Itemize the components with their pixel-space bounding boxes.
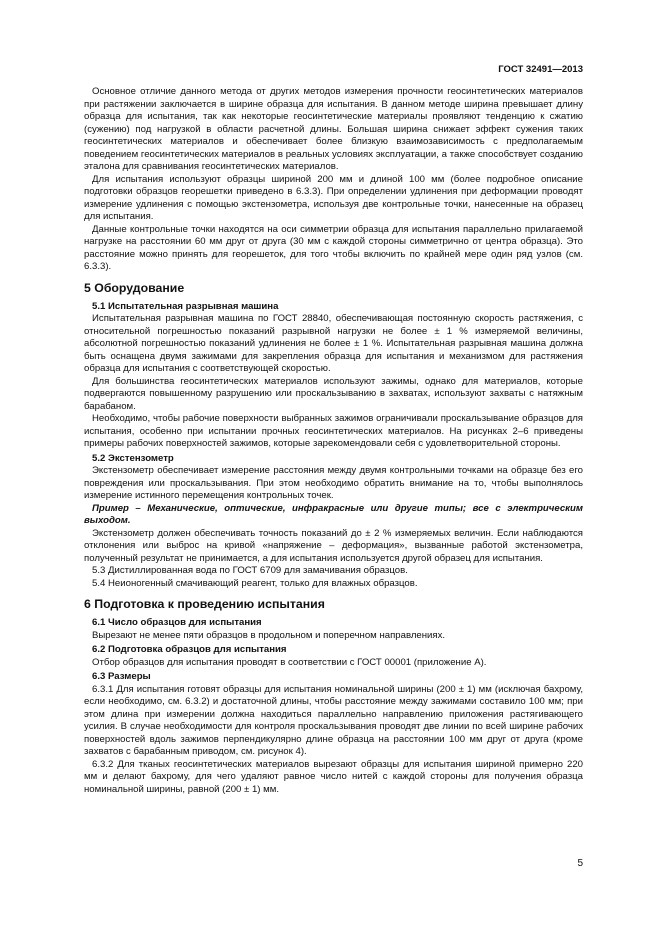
page-number: 5: [577, 858, 583, 869]
section-6-1-paragraph: Вырезают не менее пяти образцов в продольном и поперечном направлениях.: [92, 629, 446, 641]
intro-paragraph-1: Основное отличие данного метода от других методов измерения прочности геосинтетических материалов при растяжении заключается в ширине образца для испытания. В данном методе ширина превышает длину образца для испытания, так как некоторые геосинтетические материалы проявляют тенденцию к сжатию (сужению) под нагрузкой в области расчетной длины. Большая ширина снижает эффект сужения таких геосинтетических материалов и обеспечивает более близкую взаимозависимость с предполагаемым поведением геосинтетических материалов в реальных условиях эксплуатации, а также способствует созданию эталона для сравнивания геосинтетических материалов.: [84, 86, 583, 172]
section-6-2-paragraph: Отбор образцов для испытания проводят в соответствии с ГОСТ 00001 (приложение А).: [92, 656, 487, 668]
section-6-3-1-paragraph: 6.3.1 Для испытания готовят образцы для испытания номинальной ширины (200 ± 1) мм (исключая бахрому, если необходимо, см. 6.3.2) и достаточной длины, чтобы расстояние между зажимами составило 100 мм; при этом длина при измерении должна находиться параллельно направлению приложения растягивающего усилия. В случае необходимости для контроля проскальзывания проводят две линии по всей ширине рабочих поверхностей вдоль зажимов перпендикулярно длине образца на расстоянии 100 мм друг от друга (кроме захватов с барабанным приводом, см. рисунок 4).: [84, 683, 583, 757]
section-5-2-example: Пример – Механические, оптические, инфракрасные или другие типы; все с электрическим выходом.: [84, 502, 583, 526]
section-6-1-heading: 6.1 Число образцов для испытания: [92, 617, 262, 628]
section-5-3-item: 5.3 Дистиллированная вода по ГОСТ 6709 для замачивания образцов.: [92, 565, 408, 576]
section-5-heading: 5 Оборудование: [84, 280, 185, 295]
document-body: [84, 86, 583, 796]
section-5-1-paragraph-2: Для большинства геосинтетических материалов используют зажимы, однако для материалов, которые подвергаются повышенному разрушению или проскальзыванию в захватах, используют захваты с натяжным барабаном.: [84, 375, 583, 412]
section-6-2-heading: 6.2 Подготовка образцов для испытания: [92, 644, 287, 655]
section-5-1-paragraph-3: Необходимо, чтобы рабочие поверхности выбранных зажимов ограничивали проскальзывание образцов для испытания, особенно при испытании прочных геосинтетических материалов. На рисунках 2–6 приведены примеры рабочих поверхностей зажимов, которые зарекомендовали себя с удовлетворительной стороны.: [84, 413, 583, 449]
section-5-2-paragraph-1: Экстензометр обеспечивает измерение расстояния между двумя контрольными точками на образце без его повреждения или проскальзывания. При этом необходимо обратить внимание на то, чтобы выполнялось измерение истинного перемещения контрольных точек.: [84, 465, 583, 501]
section-5-1-heading: 5.1 Испытательная разрывная машина: [92, 300, 279, 312]
intro-paragraph-3: Данные контрольные точки находятся на оси симметрии образца для испытания параллельно прилагаемой нагрузке на расстоянии 60 мм друг от друга (30 мм с каждой стороны симметрично от центра образца). Это расстояние можно принять для георешеток, для того чтобы включить по крайней мере один ряд узлов (см. 6.3.3).: [84, 223, 583, 272]
section-5-1-paragraph-1: Испытательная разрывная машина по ГОСТ 28840, обеспечивающая постоянную скорость растяжения, с относительной погрешностью показаний разрывной нагрузки не более ± 1 % измеряемой величины, абсолютной погрешностью показаний удлинения не более ± 1 %. Испытательная разрывная машина должна быть оснащена двумя зажимами для закрепления образца для испытания и механизмом для растяжения образца для испытания с соответствующей скоростью.: [84, 313, 583, 374]
section-5-2-heading: 5.2 Экстензометр: [92, 452, 174, 464]
document-header: ГОСТ 32491—2013: [498, 64, 583, 75]
intro-paragraph-2: Для испытания используют образцы шириной 200 мм и длиной 100 мм (более подробное описание подготовки образцов георешетки приведено в 6.3.3). При определении удлинения при деформации проводят измерение удлинения с помощью экстензометра, используя две контрольные точки, нанесенные на образец для испытания.: [84, 173, 583, 222]
section-5-2-paragraph-2: Экстензометр должен обеспечивать точность показаний до ± 2 % измеряемых величин. Если наблюдаются отклонения или выброс на кривой «напряжение – деформация», вызванные работой экстензометра, полученный результат не принимается, а для испытания используется другой образец для испытания.: [84, 527, 583, 564]
section-6-3-heading: 6.3 Размеры: [92, 671, 151, 682]
section-6-3-2-paragraph: 6.3.2 Для тканых геосинтетических материалов вырезают образцы для испытания шириной примерно 220 мм и делают бахрому, для чего удаляют равное число нитей с каждой стороны для получения образца номинальной ширины, равной (200 ± 1) мм.: [84, 758, 583, 795]
section-6-heading: 6 Подготовка к проведению испытания: [84, 597, 325, 611]
section-5-4-item: 5.4 Неионогенный смачивающий реагент, только для влажных образцов.: [92, 577, 418, 589]
